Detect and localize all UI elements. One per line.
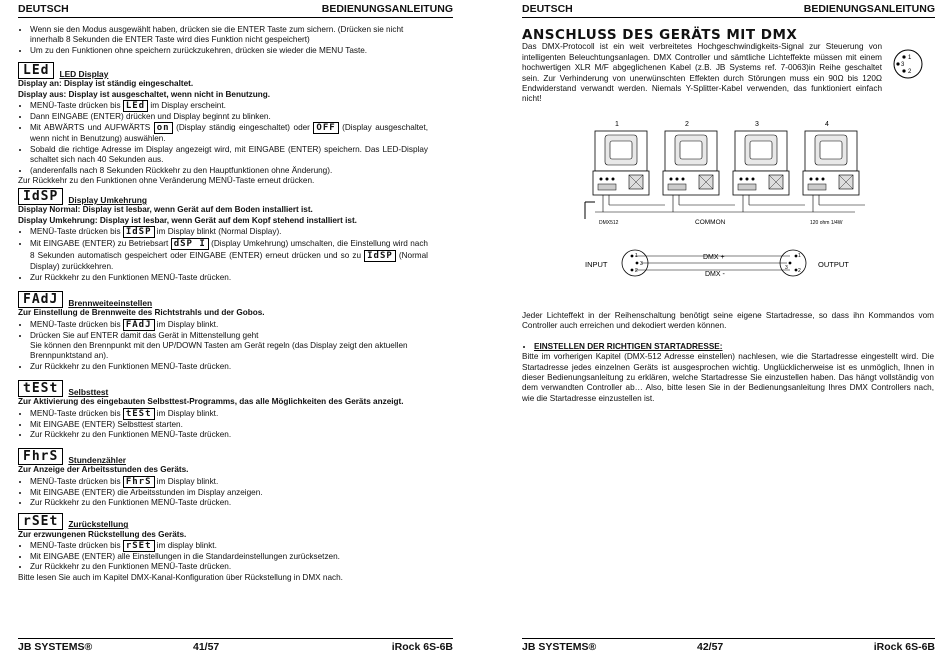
fixture-1 xyxy=(593,121,665,212)
list-item: • Mit EINGABE (ENTER) die Arbeitsstunden im Display anzeigen. xyxy=(30,488,428,498)
list-item: • Mit EINGABE (ENTER) Selbsttest starten. xyxy=(30,420,428,430)
section-title: Selbsttest xyxy=(68,386,109,397)
section-subtitle: Display Normal: Display ist lesbar, wenn Gerät auf dem Boden installiert ist. xyxy=(18,205,313,215)
fixture-number: 1 xyxy=(615,121,619,128)
list-item: • Mit EINGABE (ENTER) alle Einstellungen in die Standardeinstellungen zurücksetzen. xyxy=(30,552,428,562)
section-title: Brennweiteeinstellen xyxy=(68,297,153,308)
section-title: Zurückstellung xyxy=(68,519,129,530)
lcd-dsp1: dSP I xyxy=(171,238,209,250)
section-test-heading xyxy=(18,380,428,397)
list-item: • Sobald die richtige Adresse im Display angezeigt wird, mit EINGABE (ENTER) speichern. Das LED-Display schaltet sich nach 40 Sekunden aus. xyxy=(30,145,428,166)
header-language: DEUTSCH xyxy=(522,3,573,15)
intro-list xyxy=(18,25,428,56)
section-subtitle: Zur Einstellung de Brennweite des Richtstrahls und der Gobos. xyxy=(18,308,265,318)
svg-text:1: 1 xyxy=(798,253,801,259)
section-title: • EINSTELLEN DER RICHTIGEN STARTADRESSE: xyxy=(534,342,934,352)
section-subtitle: Display an: Display ist ständig eingeschaltet. xyxy=(18,79,194,89)
dmx512-label: DMX512 xyxy=(599,220,619,226)
input-label: INPUT xyxy=(585,260,608,269)
section-subtitle: Zur erzwungenen Rückstellung des Geräts. xyxy=(18,529,187,539)
lcd-led-inline: LEd xyxy=(123,100,148,112)
paragraph: Bitte im vorherigen Kapitel (DMX-512 Adresse einstellen) nachlesen, wie die Startadresse eingestellt wird. Die Startadresse jedes einzelnen Geräts ist ausgesprochen wichtig. Unglücklicherweise ist es unmöglich, Ihnen in dieser Bedienungsanleitung zu erklären, welche Startadresse Sie einzustellen haben. Das hängt vollständig von dem verwandten Controller ab… Also, bitte lesen Sie in der Bedienungsanleitung Ihres DMX Controllers nach, wie die Startadresse einzustellen ist. xyxy=(522,352,934,403)
svg-text:3: 3 xyxy=(785,265,788,271)
common-label: COMMON xyxy=(695,219,726,226)
lcd-fhrs: FhrS xyxy=(18,448,63,465)
fhrs-steps xyxy=(18,476,428,509)
footer-page-number: 42/57 xyxy=(697,641,724,653)
lcd-dsp-normal: IdSP xyxy=(364,250,396,262)
section-fadj-heading xyxy=(18,291,428,308)
section-title: LED Display xyxy=(59,68,109,79)
lcd-rset-inline: rSEt xyxy=(123,540,155,552)
section-rset-heading xyxy=(18,513,428,530)
fixture-number: 3 xyxy=(755,121,759,128)
intro-paragraph: Das DMX-Protocoll ist ein weit verbreitetes Hochgeschwindigkeits-Signal zur Steuerung von intelligenten Beleuchtungsanlagen. DMX Controller und sämtliche Lichteffekte müssen mit einem hochwertigen XLR M/F abgeglichenen Kabel (z.B. JB Systems ref. 7-0063)in Reihe geschaltet sein. Zur Verhinderung von unerwünschten Effekten durch Störungen muss ein 90Ω bis 120Ω Endwiderstand verwandt werden. Niemals Y-Splitter-Kabel verwenden, das funktioniert einfach nicht! xyxy=(522,42,882,104)
dmx-chain-diagram xyxy=(575,117,865,227)
svg-text:1: 1 xyxy=(635,253,638,259)
section-list xyxy=(522,342,934,352)
right-content xyxy=(522,27,882,105)
section-title: Stundenzähler xyxy=(68,454,127,465)
list-item: • Wenn sie den Modus ausgewählt haben, drücken sie die ENTER Taste zum sichern. (Drücken sie nicht innerhalb 8 Sekunden die ENTER Taste wird dies Funktion nicht gespeichert) xyxy=(30,25,428,46)
page-header xyxy=(18,3,453,18)
svg-text:2: 2 xyxy=(798,268,801,274)
xlr-pin-label: 1 xyxy=(908,55,912,61)
output-label: OUTPUT xyxy=(818,260,849,269)
section-title: Display Umkehrung xyxy=(68,195,147,206)
lcd-fadj: FAdJ xyxy=(18,291,63,308)
fixture-3 xyxy=(733,121,805,212)
footer-model: iRock 6S-6B xyxy=(391,641,453,653)
cable-diagram xyxy=(585,245,855,280)
lcd-on: on xyxy=(154,122,173,134)
list-item: • Dann EINGABE (ENTER) drücken und Display beginnt zu blinken. xyxy=(30,112,428,122)
section-led-heading xyxy=(18,62,428,79)
header-title: BEDIENUNGSANLEITUNG xyxy=(321,3,453,15)
lcd-test-inline: tESt xyxy=(123,408,155,420)
list-item: • Mit ABWÄRTS und AUFWÄRTS on (Display ständig eingeschaltet) oder OFF (Display ausgeschaltet, wenn nicht in Benutzung) auswählen. xyxy=(30,122,428,144)
terminator-label: 120 ohm 1/4W xyxy=(810,220,843,226)
header-title: BEDIENUNGSANLEITUNG xyxy=(803,3,935,15)
footer-model: iRock 6S-6B xyxy=(873,641,935,653)
header-language: DEUTSCH xyxy=(18,3,69,15)
svg-text:2: 2 xyxy=(635,268,638,274)
footer-brand: JB SYSTEMS® xyxy=(522,641,597,653)
lcd-rset: rSEt xyxy=(18,513,63,530)
page-header xyxy=(522,3,935,18)
dmx-plus-label: DMX + xyxy=(703,254,725,261)
left-content xyxy=(18,25,428,583)
page-footer xyxy=(522,638,935,654)
footer-brand: JB SYSTEMS® xyxy=(18,641,93,653)
xlr-pin-label: 2 xyxy=(908,69,912,75)
fixture-number: 2 xyxy=(685,121,689,128)
list-item: • (anderenfalls nach 8 Sekunden Rückkehr zu den Hauptfunktionen ohne Änderung). xyxy=(30,166,428,176)
lcd-test: tESt xyxy=(18,380,63,397)
section-subtitle: Display aus: Display ist ausgeschaltet, wenn nicht in Benutzung. xyxy=(18,89,271,99)
fixture-2 xyxy=(663,121,735,212)
lcd-off: OFF xyxy=(313,122,338,134)
paragraph: Bitte lesen Sie auch im Kapitel DMX-Kanal-Konfiguration über Rückstellung in DMX nach. xyxy=(18,572,343,582)
list-item: • Zur Rückkehr zu den Funktionen MENÜ-Taste drücken. xyxy=(30,430,428,440)
dmx-minus-label: DMX - xyxy=(705,271,725,278)
list-item: • Zur Rückkehr zu den Funktionen MENÜ-Taste drücken. xyxy=(30,562,428,572)
right-lower-content xyxy=(522,311,934,404)
paragraph: Jeder Lichteffekt in der Reihenschaltung benötigt seine eigene Startadresse, so dass ihn Kommandos vom Controller auch erreichen und dekodiert werden können. xyxy=(522,311,934,331)
svg-text:3: 3 xyxy=(640,261,643,267)
xlr-connector-icon xyxy=(888,44,928,84)
fixtures-group xyxy=(593,121,865,212)
lcd-fadj-inline: FAdJ xyxy=(123,319,155,331)
list-item: • Zur Rückkehr zu den Funktionen MENÜ-Taste drücken. xyxy=(30,498,428,508)
list-item: • Um zu den Funktionen ohne speichern zurückzukehren, drücken sie wieder die MENU Taste. xyxy=(30,46,428,56)
lcd-dsp-inline: IdSP xyxy=(123,226,155,238)
list-item: • MENÜ-Taste drücken bis FAdJ im Display blinkt. xyxy=(30,319,428,331)
section-subtitle: Zur Anzeige der Arbeitsstunden des Geräts. xyxy=(18,465,189,475)
list-item: • Zur Rückkehr zu den Funktionen MENÜ-Taste drücken. xyxy=(30,362,428,372)
paragraph: Zur Rückkehr zu den Funktionen ohne Veränderung MENÜ-Taste erneut drücken. xyxy=(18,176,315,186)
list-item: • MENÜ-Taste drücken bis tESt im Display blinkt. xyxy=(30,408,428,420)
list-item: • Mit EINGABE (ENTER) zu Betriebsart dSP I (Display Umkehrung) umschalten, die Einstellung wird nach 8 Sekunden automatisch gespeichert oder EINGABE (ENTER) erneut drücken und so zu IdSP (Normal Display) zurückkehren. xyxy=(30,238,428,272)
xlr-pin-label: 3 xyxy=(901,62,905,68)
fixture-4 xyxy=(803,121,865,212)
list-item: • MENÜ-Taste drücken bis FhrS im Display blinkt. xyxy=(30,476,428,488)
list-item: • Drücken Sie auf ENTER damit das Gerät in Mittenstellung geht Sie können den Brennpunkt mit den UP/DOWN Tasten am Gerät regeln (das Display zeigt den aktuellen Brennpunktstand an). xyxy=(30,331,428,362)
test-steps xyxy=(18,408,428,441)
list-item: • Zur Rückkehr zu den Funktionen MENÜ-Taste drücken. xyxy=(30,273,428,283)
section-subtitle: Display Umkehrung: Display ist lesbar, wenn Gerät auf dem Kopf stehend installiert ist. xyxy=(18,215,357,225)
page-title: ANSCHLUSS DES GERÄTS MIT DMX xyxy=(522,27,798,43)
lcd-fhrs-inline: FhrS xyxy=(123,476,155,488)
footer-page-number: 41/57 xyxy=(193,641,220,653)
section-dsp-heading xyxy=(18,188,428,205)
page-footer xyxy=(18,638,453,654)
led-steps xyxy=(18,100,428,176)
list-item: • MENÜ-Taste drücken bis rSEt im display blinkt. xyxy=(30,540,428,552)
lcd-dsp: IdSP xyxy=(18,188,63,205)
section-subtitle: Zur Aktivierung des eingebauten Selbsttest-Programms, das alle Möglichkeiten des Geräts anzeigt. xyxy=(18,397,404,407)
list-item: • MENÜ-Taste drücken bis IdSP im Display blinkt (Normal Display). xyxy=(30,226,428,238)
lcd-led: LEd xyxy=(18,62,54,79)
fixture-number: 4 xyxy=(825,121,829,128)
dsp-steps xyxy=(18,226,428,283)
list-item: • MENÜ-Taste drücken bis LEd im Display erscheint. xyxy=(30,100,428,112)
rset-steps xyxy=(18,540,428,573)
fadj-steps xyxy=(18,319,428,373)
section-fhrs-heading xyxy=(18,448,428,465)
